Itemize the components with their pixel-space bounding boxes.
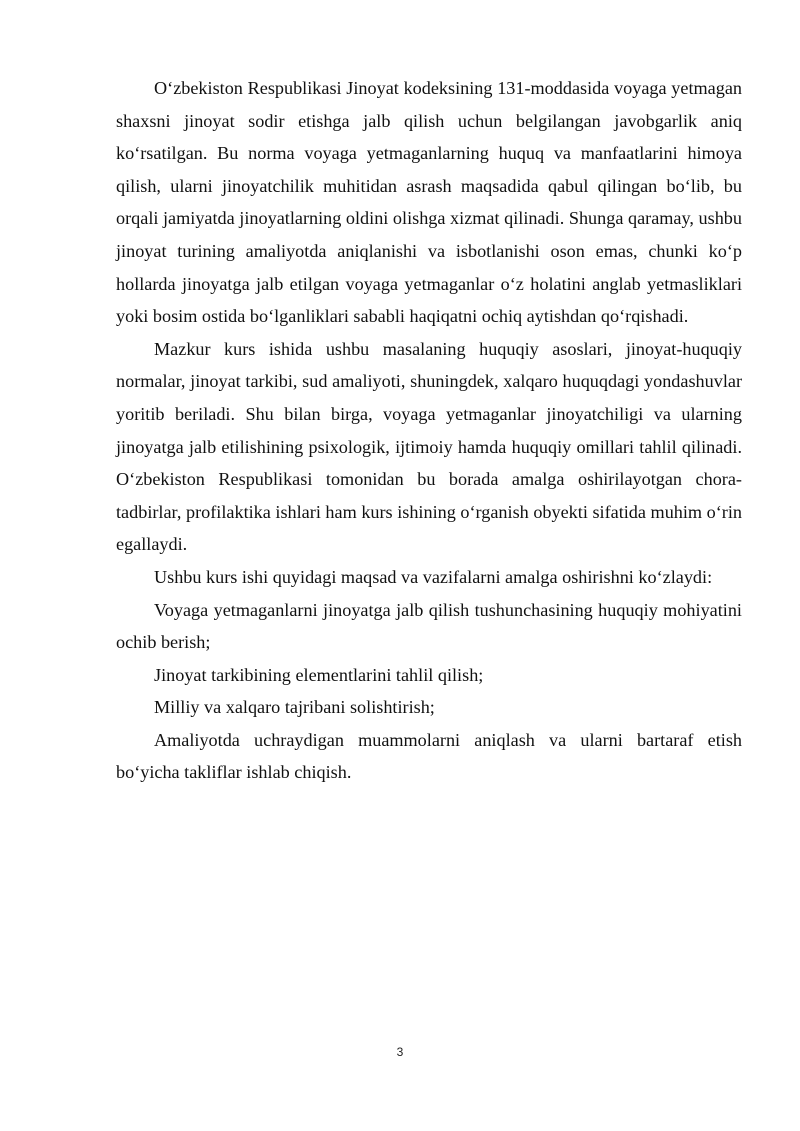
paragraph-goals-intro: Ushbu kurs ishi quyidagi maqsad va vazifalarni amalga oshirishni ko‘zlaydi: [154, 566, 713, 587]
paragraph-course-scope: Mazkur kurs ishida ushbu masalaning huquqiy asoslari, jinoyat-huquqiy normalar, jinoyat tarkibi, sud amaliyoti, shuningdek, xalqaro huquqdagi yondashuvlar yoritib beriladi. Shu bilan birga, voyaga yetmaganlar jinoyatchiligi va ularning jinoyatga jalb etilishining psixologik, ijtimoiy hamda huquqiy omillari tahlil qilinadi. O‘zbekiston Respublikasi tomonidan bu borada amalga oshirilayotgan chora-tadbirlar, profilaktika ishlari ham kurs ishining o‘rganish obyekti sifatida muhim o‘rin egallaydi. [116, 338, 742, 555]
paragraph-article-131: O‘zbekiston Respublikasi Jinoyat kodeksining 131-moddasida voyaga yetmagan shaxsni jinoyat sodir etishga jalb qilish uchun belgilangan javobgarlik aniq ko‘rsatilgan. Bu norma voyaga yetmaganlarning huquq va manfaatlarini himoya qilish, ularni jinoyatchilik muhitidan asrash maqsadida qabul qilingan bo‘lib, bu orqali jamiyatda jinoyatlarning oldini olishga xizmat qilinadi. Shunga qaramay, ushbu jinoyat turining amaliyotda aniqlanishi va isbotlanishi oson emas, chunki ko‘p hollarda jinoyatga jalb etilgan voyaga yetmaganlar o‘z holatini anglab yetmasliklari yoki bosim ostida bo‘lganliklari sababli haqiqatni ochiq aytishdan qo‘rqishadi. [116, 78, 742, 327]
list-item-crime-elements: Jinoyat tarkibining elementlarini tahlil qilish; [154, 664, 484, 685]
page-number: 3 [396, 1045, 404, 1059]
list-item-proposals: Amaliyotda uchraydigan muammolarni aniqlash va ularni bartaraf etish bo‘yicha takliflar ishlab chiqish. [116, 729, 742, 783]
body-text [116, 72, 742, 789]
list-item-compare-experience: Milliy va xalqaro tajribani solishtirish; [154, 697, 435, 718]
list-item-legal-essence: Voyaga yetmaganlarni jinoyatga jalb qilish tushunchasining huquqiy mohiyatini ochib berish; [116, 599, 742, 653]
